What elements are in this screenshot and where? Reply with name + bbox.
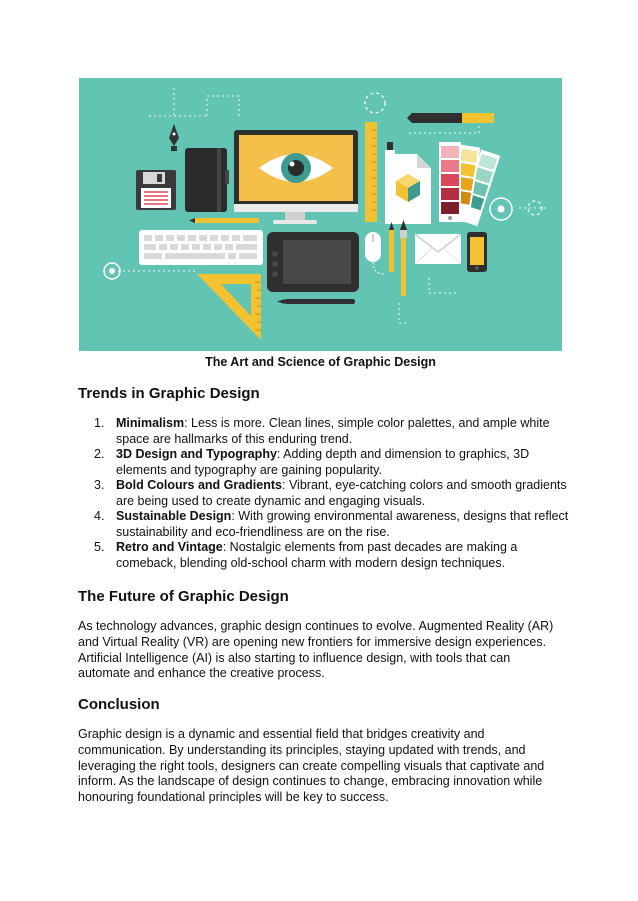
ruler-icon [365, 122, 377, 222]
future-paragraph: As technology advances, graphic design continues to evolve. Augmented Reality (AR) and Virtual Reality (VR) are opening new frontiers for immersive design experiences. Artificial Intelligence (AI) is also starting to influence design, with tools that can automate and enhance the creative process. [78, 619, 554, 681]
pencil-icon [189, 218, 259, 223]
list-number: 5. [94, 540, 105, 554]
list-item-text: : Vibrant, eye-catching colors and smooth gradients are being used to create dynamic and engaging visuals. [116, 478, 567, 508]
floppy-disk-icon [136, 170, 176, 210]
trends-list [94, 416, 569, 571]
list-number: 4. [94, 509, 105, 523]
conclusion-paragraph: Graphic design is a dynamic and essential field that bridges creativity and communication. By understanding its principles, staying updated with trends, and leveraging the right tools, designers can create compelling visuals that captivate and inform. As the landscape of design continues to change, embracing innovation while honouring foundational principles will be key to success. [78, 727, 545, 805]
list-item-text: : Adding depth and dimension to graphics, 3D elements and typography are gaining popularity. [116, 447, 530, 477]
mouse-icon [365, 232, 385, 274]
notebook-icon [185, 148, 229, 212]
list-item-text: : With growing environmental awareness, designs that reflect sustainability and eco-friendliness are on the rise. [116, 509, 569, 539]
list-number: 2. [94, 447, 105, 461]
list-number: 1. [94, 416, 105, 430]
list-item [94, 447, 569, 478]
hero-illustration [79, 78, 562, 351]
envelope-icon [415, 234, 461, 264]
list-item-title: Retro and Vintage [116, 540, 223, 554]
list-item [94, 540, 569, 571]
keyboard-icon [139, 230, 263, 265]
list-item-title: 3D Design and Typography [116, 447, 277, 461]
future-heading: The Future of Graphic Design [78, 588, 289, 605]
marker-icon [407, 113, 494, 123]
stylus-icon [277, 299, 355, 304]
trends-heading: Trends in Graphic Design [78, 385, 260, 402]
list-item [94, 509, 569, 540]
document-cube-icon [385, 142, 431, 224]
target-icon [104, 263, 120, 279]
drawing-tablet-icon [267, 232, 359, 292]
list-item-text: : Nostalgic elements from past decades are making a comeback, blending old-school charm with modern design techniques. [116, 540, 518, 570]
list-item [94, 416, 569, 447]
list-item-title: Bold Colours and Gradients [116, 478, 282, 492]
list-item-title: Sustainable Design [116, 509, 232, 523]
smartphone-icon [467, 232, 487, 272]
list-item-text: : Less is more. Clean lines, simple color palettes, and ample white space are hallmarks of this enduring trend. [116, 416, 550, 446]
figure-caption: The Art and Science of Graphic Design [205, 355, 436, 369]
pen-tool-icon [169, 124, 179, 151]
graphic-design-tools-illustration [79, 78, 562, 351]
list-item-title: Minimalism [116, 416, 185, 430]
conclusion-heading: Conclusion [78, 696, 160, 713]
list-number: 3. [94, 478, 105, 492]
target-icon-right [490, 198, 512, 220]
brush-icon [389, 220, 407, 296]
triangle-ruler-icon [197, 274, 261, 340]
monitor-eye-icon [234, 130, 358, 224]
list-item [94, 478, 569, 509]
